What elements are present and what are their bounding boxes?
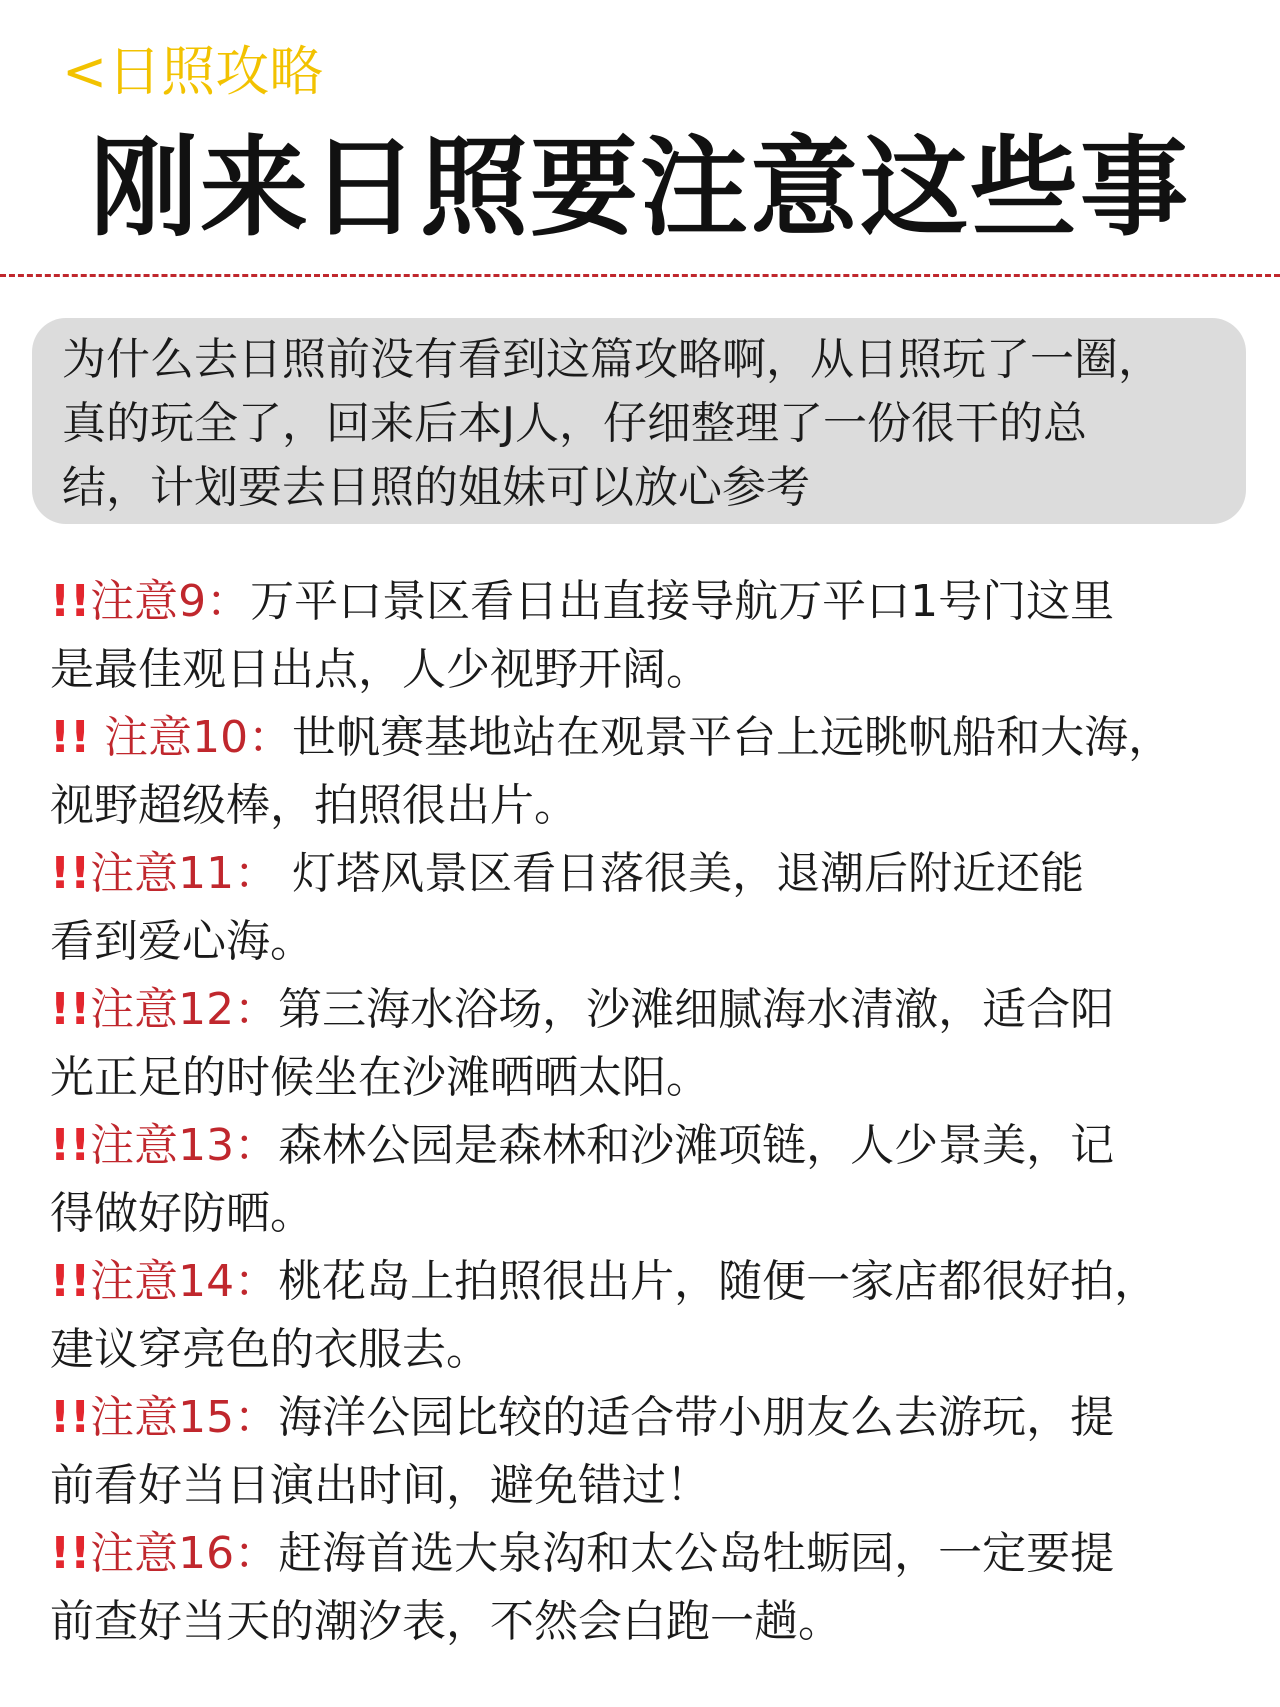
note-text: 森林公园是森林和沙滩项链，人少景美，记 xyxy=(278,1120,1115,1171)
note-item-14 xyxy=(50,1248,1250,1384)
exclamation-icon: !! xyxy=(50,1120,91,1171)
dashed-divider xyxy=(0,274,1280,277)
note-line: 建议穿亮色的衣服去。 xyxy=(50,1324,490,1375)
note-text: 世帆赛基地站在观景平台上远眺帆船和大海， xyxy=(292,712,1173,763)
note-label: 注意9： xyxy=(90,576,251,627)
exclamation-icon: !! xyxy=(50,848,91,899)
intro-line: 为什么去日照前没有看到这篇攻略啊，从日照玩了一圈， xyxy=(62,334,1162,385)
note-line xyxy=(50,1384,1250,1452)
note-text: 赶海首选大泉沟和太公岛牡蛎园，一定要提 xyxy=(278,1528,1115,1579)
note-line: 光正足的时候坐在沙滩晒晒太阳。 xyxy=(50,1052,710,1103)
note-text: 万平口景区看日出直接导航万平口1号门这里 xyxy=(250,576,1115,627)
note-item-15 xyxy=(50,1384,1250,1520)
note-line xyxy=(50,568,1250,636)
note-line xyxy=(50,1248,1250,1316)
note-label: 注意16： xyxy=(90,1528,279,1579)
back-link[interactable]: <日照攻略 xyxy=(62,40,324,103)
exclamation-icon: !! xyxy=(50,1392,91,1443)
note-label: 注意14： xyxy=(90,1256,279,1307)
note-item-13 xyxy=(50,1112,1250,1248)
note-line: 看到爱心海。 xyxy=(50,916,314,967)
note-line xyxy=(50,704,1250,772)
note-label: 注意13： xyxy=(90,1120,279,1171)
exclamation-icon: !! xyxy=(50,576,91,627)
note-item-12 xyxy=(50,976,1250,1112)
note-line xyxy=(50,840,1250,908)
note-line xyxy=(50,1112,1250,1180)
note-line: 得做好防晒。 xyxy=(50,1188,314,1239)
note-line: 视野超级棒，拍照很出片。 xyxy=(50,780,578,831)
note-label: 注意10： xyxy=(90,712,293,763)
note-line xyxy=(50,976,1250,1044)
notes-list xyxy=(50,568,1250,1656)
intro-box xyxy=(32,318,1246,524)
note-item-10 xyxy=(50,704,1250,840)
note-line: 前看好当日演出时间，避免错过！ xyxy=(50,1460,710,1511)
note-label: 注意12： xyxy=(90,984,279,1035)
note-label: 注意15： xyxy=(90,1392,279,1443)
note-item-9 xyxy=(50,568,1250,704)
intro-line: 结，计划要去日照的姐妹可以放心参考 xyxy=(62,462,810,513)
note-text: 第三海水浴场，沙滩细腻海水清澈，适合阳 xyxy=(278,984,1115,1035)
note-item-11 xyxy=(50,840,1250,976)
exclamation-icon: !! xyxy=(50,1528,91,1579)
exclamation-icon: !! xyxy=(50,984,91,1035)
note-line xyxy=(50,1520,1250,1588)
exclamation-icon: !! xyxy=(50,712,91,763)
note-line: 是最佳观日出点，人少视野开阔。 xyxy=(50,644,710,695)
intro-line: 真的玩全了，回来后本J人，仔细整理了一份很干的总 xyxy=(62,398,1087,449)
note-item-16 xyxy=(50,1520,1250,1656)
note-text: 桃花岛上拍照很出片，随便一家店都很好拍， xyxy=(278,1256,1159,1307)
exclamation-icon: !! xyxy=(50,1256,91,1307)
note-text: 海洋公园比较的适合带小朋友么去游玩，提 xyxy=(278,1392,1115,1443)
page-title: 刚来日照要注意这些事 xyxy=(89,126,1190,251)
note-label: 注意11： xyxy=(90,848,279,899)
note-line: 前查好当天的潮汐表，不然会白跑一趟。 xyxy=(50,1596,842,1647)
note-text: 灯塔风景区看日落很美，退潮后附近还能 xyxy=(278,848,1085,899)
